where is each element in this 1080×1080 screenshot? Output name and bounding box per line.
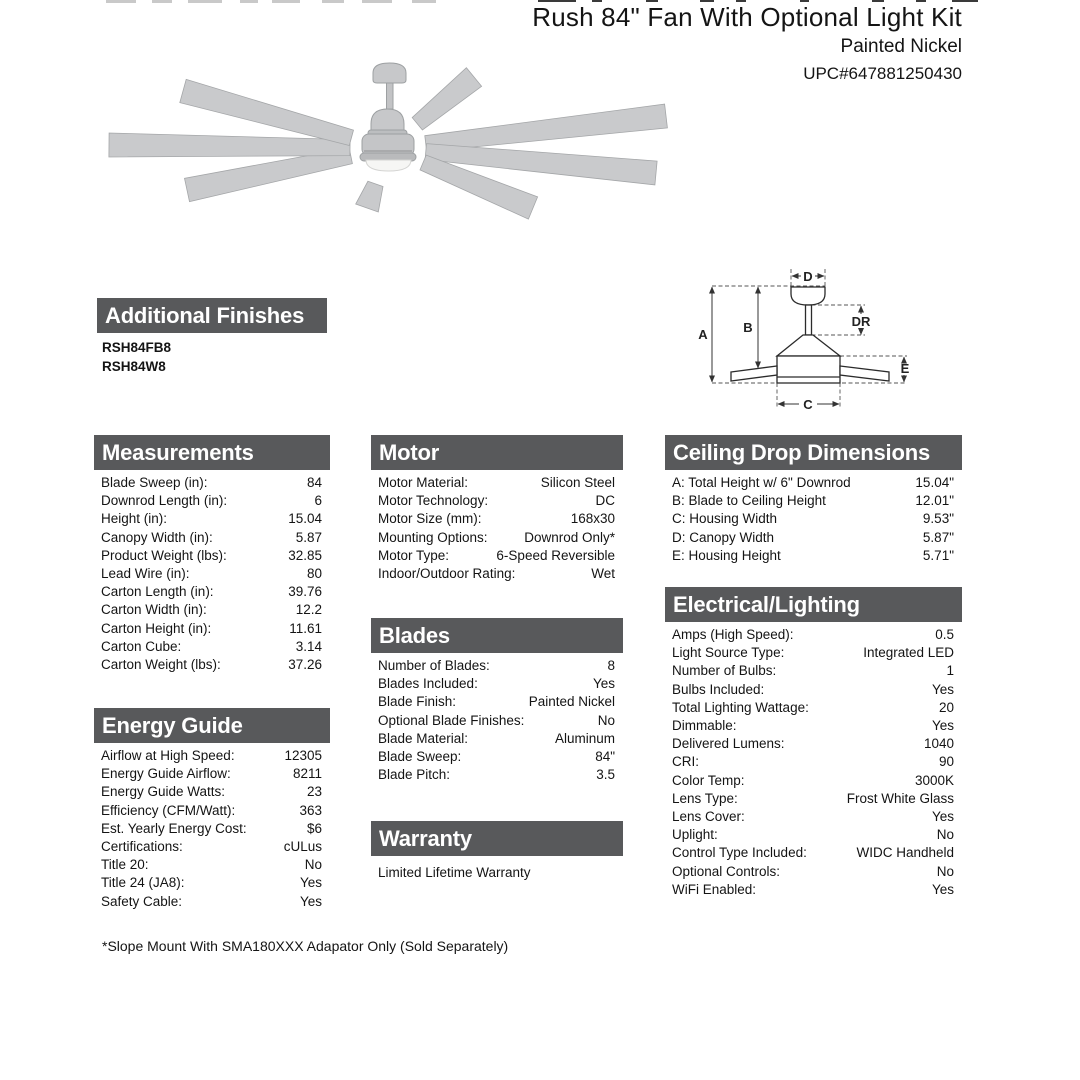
spec-label: Control Type Included: xyxy=(672,845,807,861)
measurements-section xyxy=(94,435,330,674)
dim-label-a: A xyxy=(698,327,708,342)
spec-value: 6 xyxy=(314,493,322,509)
spec-value: Downrod Only* xyxy=(524,529,615,545)
spec-value: 3.5 xyxy=(596,767,615,783)
spec-value: 12.01" xyxy=(915,493,954,509)
motor-rows xyxy=(371,474,623,583)
spec-row xyxy=(665,753,962,771)
spec-row xyxy=(94,802,330,820)
spec-value: No xyxy=(936,863,954,879)
spec-value: 5.87 xyxy=(295,529,322,545)
motor-header: Motor xyxy=(371,435,623,470)
spec-label: Title 20: xyxy=(101,857,149,873)
spec-label: Motor Size (mm): xyxy=(378,511,482,527)
spec-value: 39.76 xyxy=(288,584,322,600)
spec-value: 5.71" xyxy=(922,547,954,563)
spec-value: Yes xyxy=(931,681,954,697)
spec-label: A: Total Height w/ 6" Downrod xyxy=(672,475,851,490)
spec-row xyxy=(665,717,962,735)
spec-row xyxy=(665,662,962,680)
diagram-funnel xyxy=(777,335,840,356)
spec-value: 12.2 xyxy=(295,602,322,618)
product-finish: Painted Nickel xyxy=(840,36,962,57)
spec-row xyxy=(665,808,962,826)
spec-label: Lens Cover: xyxy=(672,809,745,825)
crop-mark xyxy=(322,0,344,3)
spec-label: Blade Finish: xyxy=(378,694,457,710)
spec-value: 1040 xyxy=(923,736,954,752)
fan-bell xyxy=(371,109,404,132)
spec-value: 3.14 xyxy=(295,638,322,654)
spec-row xyxy=(371,693,623,711)
spec-label: Amps (High Speed): xyxy=(672,627,794,642)
spec-value: 0.5 xyxy=(935,627,954,642)
spec-row xyxy=(665,547,962,565)
spec-value: 23 xyxy=(306,784,322,800)
spec-row xyxy=(665,772,962,790)
spec-row xyxy=(371,712,623,730)
spec-row xyxy=(665,735,962,753)
additional-finishes-header: Additional Finishes xyxy=(97,298,327,333)
spec-label: Motor Technology: xyxy=(378,493,489,509)
spec-row xyxy=(94,783,330,801)
spec-label: Efficiency (CFM/Watt): xyxy=(101,802,236,818)
spec-label: Bulbs Included: xyxy=(672,681,765,697)
diagram-canopy xyxy=(791,287,825,305)
spec-label: Carton Length (in): xyxy=(101,584,214,600)
spec-value: cULus xyxy=(283,839,322,855)
spec-label: Dimmable: xyxy=(672,718,737,734)
spec-label: Safety Cable: xyxy=(101,893,183,909)
warranty-header: Warranty xyxy=(371,821,623,856)
spec-value: WIDC Handheld xyxy=(856,845,954,861)
spec-label: Height (in): xyxy=(101,511,168,527)
spec-row xyxy=(665,626,962,644)
spec-row xyxy=(371,675,623,693)
spec-label: Number of Blades: xyxy=(378,658,490,673)
spec-label: Carton Cube: xyxy=(101,638,182,654)
spec-row xyxy=(665,826,962,844)
spec-row xyxy=(665,529,962,547)
fan-downrod xyxy=(387,83,394,109)
spec-label: Downrod Length (in): xyxy=(101,493,228,509)
spec-row xyxy=(371,730,623,748)
spec-row xyxy=(94,747,330,765)
spec-value: Yes xyxy=(931,881,954,897)
spec-value: 363 xyxy=(299,802,322,818)
ceiling-drop-rows xyxy=(665,474,962,565)
blades-header: Blades xyxy=(371,618,623,653)
spec-row xyxy=(94,547,330,565)
ceiling-drop-header: Ceiling Drop Dimensions xyxy=(665,435,962,470)
spec-label: Energy Guide Watts: xyxy=(101,784,226,800)
spec-row xyxy=(371,565,623,583)
finish-sku: RSH84W8 xyxy=(102,358,166,374)
ceiling-drop-section xyxy=(665,435,962,565)
spec-label: Delivered Lumens: xyxy=(672,736,785,752)
motor-section xyxy=(371,435,623,583)
crop-mark xyxy=(152,0,172,3)
fan-blade xyxy=(425,104,668,152)
electrical-lighting-rows xyxy=(665,626,962,899)
fan-product-image xyxy=(85,40,685,225)
spec-row xyxy=(665,474,962,492)
spec-label: Number of Bulbs: xyxy=(672,663,777,679)
spec-row xyxy=(94,620,330,638)
spec-row xyxy=(371,748,623,766)
spec-value: 12305 xyxy=(284,748,322,763)
spec-value: Painted Nickel xyxy=(528,694,615,710)
spec-row xyxy=(371,657,623,675)
crop-mark xyxy=(240,0,258,3)
spec-value: No xyxy=(936,827,954,843)
electrical-lighting-header: Electrical/Lighting xyxy=(665,587,962,622)
fan-blade xyxy=(412,68,481,130)
spec-label: C: Housing Width xyxy=(672,511,778,527)
spec-label: Uplight: xyxy=(672,827,718,843)
crop-mark xyxy=(272,0,300,3)
spec-row xyxy=(665,863,962,881)
spec-value: 37.26 xyxy=(288,657,322,673)
warranty-text: Limited Lifetime Warranty xyxy=(378,865,531,880)
spec-value: 11.61 xyxy=(289,620,322,636)
spec-label: Mounting Options: xyxy=(378,529,488,545)
spec-label: Airflow at High Speed: xyxy=(101,748,235,763)
dim-label-d: D xyxy=(803,269,813,284)
spec-row xyxy=(94,474,330,492)
spec-value: 32.85 xyxy=(288,547,322,563)
spec-label: B: Blade to Ceiling Height xyxy=(672,493,826,509)
spec-row xyxy=(94,893,330,911)
spec-label: Lead Wire (in): xyxy=(101,566,190,582)
spec-label: Blades Included: xyxy=(378,676,478,692)
spec-row xyxy=(665,881,962,899)
spec-value: 5.87" xyxy=(922,529,954,545)
diagram-left-blade xyxy=(731,366,777,381)
spec-label: Blade Sweep: xyxy=(378,749,462,765)
spec-label: Est. Yearly Energy Cost: xyxy=(101,820,247,836)
fan-blade xyxy=(356,181,383,212)
spec-label: Color Temp: xyxy=(672,772,745,788)
spec-row xyxy=(665,790,962,808)
spec-label: Carton Height (in): xyxy=(101,620,212,636)
crop-mark xyxy=(188,0,222,3)
spec-row xyxy=(94,856,330,874)
spec-value: 90 xyxy=(938,754,954,770)
spec-value: Integrated LED xyxy=(863,645,954,661)
spec-value: 84" xyxy=(595,749,615,765)
spec-value: 80 xyxy=(306,566,322,582)
spec-row xyxy=(665,699,962,717)
spec-row xyxy=(371,474,623,492)
spec-value: 15.04 xyxy=(288,511,322,527)
measurements-rows xyxy=(94,474,330,674)
product-title: Rush 84" Fan With Optional Light Kit xyxy=(532,2,962,32)
diagram-downrod xyxy=(806,305,812,335)
spec-label: CRI: xyxy=(672,754,699,770)
measurements-header: Measurements xyxy=(94,435,330,470)
spec-row xyxy=(665,681,962,699)
spec-row xyxy=(94,838,330,856)
blades-section xyxy=(371,618,623,784)
spec-row xyxy=(94,583,330,601)
spec-row xyxy=(371,766,623,784)
spec-value: 168x30 xyxy=(570,511,615,527)
spec-label: Motor Type: xyxy=(378,547,450,563)
ceiling-drop-diagram xyxy=(695,256,975,424)
spec-row xyxy=(94,492,330,510)
spec-row xyxy=(94,638,330,656)
diagram-housing xyxy=(777,356,840,383)
additional-finishes-section xyxy=(97,298,327,376)
spec-label: Motor Material: xyxy=(378,475,469,490)
spec-row xyxy=(94,529,330,547)
spec-value: Wet xyxy=(591,566,615,582)
dim-label-e: E xyxy=(900,361,910,376)
spec-label: Optional Controls: xyxy=(672,863,781,879)
spec-label: Blade Material: xyxy=(378,730,469,746)
spec-value: Frost White Glass xyxy=(846,790,954,806)
spec-value: 8 xyxy=(607,658,615,673)
spec-value: Yes xyxy=(299,875,322,891)
spec-row xyxy=(94,656,330,674)
spec-label: Blade Sweep (in): xyxy=(101,475,208,490)
spec-value: 8211 xyxy=(292,766,322,782)
spec-value: 9.53" xyxy=(922,511,954,527)
spec-value: Yes xyxy=(592,676,615,692)
spec-value: Yes xyxy=(931,718,954,734)
slope-mount-footnote: *Slope Mount With SMA180XXX Adapator Only (Sold Separately) xyxy=(102,938,509,954)
diagram-fan-outline xyxy=(731,287,889,383)
spec-value: Yes xyxy=(299,893,322,909)
spec-label: Light Source Type: xyxy=(672,645,785,661)
fan-light-lens xyxy=(366,160,411,171)
spec-value: Aluminum xyxy=(554,730,615,746)
spec-label: E: Housing Height xyxy=(672,547,781,563)
additional-finishes-list xyxy=(97,339,327,376)
spec-value: 3000K xyxy=(914,772,954,788)
diagram-right-blade xyxy=(840,366,889,381)
spec-row xyxy=(665,844,962,862)
spec-row xyxy=(371,510,623,528)
spec-label: Lens Type: xyxy=(672,790,738,806)
dim-label-dr: DR xyxy=(851,314,871,329)
spec-value: 1 xyxy=(946,663,954,679)
dim-label-b: B xyxy=(743,320,753,335)
spec-value: Yes xyxy=(931,809,954,825)
spec-label: Carton Weight (lbs): xyxy=(101,657,221,673)
finish-sku: RSH84FB8 xyxy=(102,340,172,355)
spec-label: Total Lighting Wattage: xyxy=(672,699,809,715)
crop-mark xyxy=(106,0,136,3)
spec-label: Indoor/Outdoor Rating: xyxy=(378,566,516,582)
energy-guide-section xyxy=(94,708,330,911)
spec-label: Title 24 (JA8): xyxy=(101,875,185,891)
spec-value: No xyxy=(597,712,615,728)
spec-row xyxy=(94,565,330,583)
spec-row xyxy=(371,529,623,547)
spec-label: D: Canopy Width xyxy=(672,529,775,545)
crop-mark xyxy=(412,0,436,3)
fan-motor-assembly xyxy=(360,63,416,171)
spec-label: Energy Guide Airflow: xyxy=(101,766,231,782)
spec-label: Product Weight (lbs): xyxy=(101,547,227,563)
spec-label: Carton Width (in): xyxy=(101,602,207,618)
spec-label: WiFi Enabled: xyxy=(672,881,757,897)
spec-value: DC xyxy=(595,493,615,509)
spec-row xyxy=(371,492,623,510)
energy-guide-header: Energy Guide xyxy=(94,708,330,743)
spec-value: 6-Speed Reversible xyxy=(496,547,615,563)
spec-value: Silicon Steel xyxy=(540,475,615,490)
spec-label: Optional Blade Finishes: xyxy=(378,712,525,728)
spec-row xyxy=(94,820,330,838)
spec-row xyxy=(371,547,623,565)
spec-row xyxy=(94,601,330,619)
blades-rows xyxy=(371,657,623,784)
fan-canopy xyxy=(373,63,406,83)
crop-mark xyxy=(362,0,392,3)
spec-value: 15.04" xyxy=(915,475,954,490)
electrical-lighting-section xyxy=(665,587,962,899)
spec-row xyxy=(94,874,330,892)
spec-row xyxy=(665,510,962,528)
spec-value: 84 xyxy=(306,475,322,490)
dim-label-c: C xyxy=(803,397,813,412)
spec-value: $6 xyxy=(306,820,322,836)
spec-value: 20 xyxy=(938,699,954,715)
warranty-section xyxy=(371,821,623,882)
spec-label: Certifications: xyxy=(101,839,183,855)
energy-guide-rows xyxy=(94,747,330,911)
spec-row xyxy=(94,510,330,528)
spec-row xyxy=(665,492,962,510)
product-upc: UPC#647881250430 xyxy=(803,64,962,83)
spec-label: Blade Pitch: xyxy=(378,767,451,783)
spec-row xyxy=(94,765,330,783)
spec-value: No xyxy=(304,857,322,873)
spec-label: Canopy Width (in): xyxy=(101,529,213,545)
spec-row xyxy=(665,644,962,662)
